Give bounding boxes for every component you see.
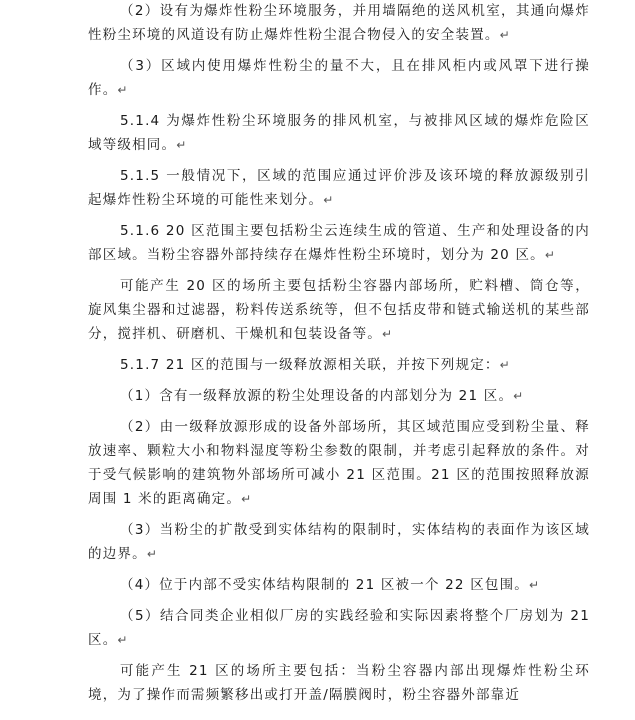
paragraph-rule-4 [0, 573, 635, 597]
paragraph-text: （2）设有为爆炸性粉尘环境服务，并用墙隔绝的送风机室，其通向爆炸性粉尘环境的风道设有防止爆炸性粉尘混合物侵入的安全装置。 [88, 3, 590, 43]
paragraph-text: 5.1.4 为爆炸性粉尘环境服务的排风机室，与被排风区域的爆炸危险区域等级相同。 [88, 113, 590, 153]
paragraph-text: （5）结合同类企业相似厂房的实践经验和实际因素将整个厂房划为 21 区。 [88, 608, 590, 648]
paragraph-mark-icon: ↵ [499, 28, 510, 42]
paragraph-mark-icon: ↵ [513, 389, 524, 403]
paragraph-mark-icon: ↵ [529, 578, 540, 592]
paragraph-3 [0, 54, 635, 102]
paragraph-text: （4）位于内部不受实体结构限制的 21 区被一个 22 区包围。 [120, 577, 530, 593]
paragraph-text: （3）区域内使用爆炸性粉尘的量不大，且在排风柜内或风罩下进行操作。 [88, 58, 590, 98]
paragraph-mark-icon: ↵ [241, 492, 252, 506]
paragraph-2 [0, 0, 635, 47]
paragraph-5-1-7 [0, 353, 635, 377]
paragraph-text: 5.1.5 一般情况下，区域的范围应通过评价涉及该环境的释放源级别引起爆炸性粉尘环境的可能性来划分。 [88, 168, 590, 208]
paragraph-text: （3）当粉尘的扩散受到实体结构的限制时，实体结构的表面作为该区域的边界。 [88, 522, 590, 562]
paragraph-text: 可能产生 20 区的场所主要包括粉尘容器内部场所，贮料槽、筒仓等，旋风集尘器和过滤器，粉料传送系统等，但不包括皮带和链式输送机的某些部分，搅拌机、研磨机、干燥机和包装设备等。 [88, 278, 590, 342]
paragraph-5-1-5 [0, 164, 635, 212]
paragraph-mark-icon: ↵ [176, 138, 187, 152]
paragraph-rule-3 [0, 518, 635, 566]
paragraph-mark-icon: ↵ [146, 547, 157, 561]
paragraph-5-1-4 [0, 109, 635, 157]
paragraph-mark-icon: ↵ [382, 327, 393, 341]
paragraph-rule-5 [0, 604, 635, 652]
paragraph-rule-1 [0, 384, 635, 408]
paragraph-mark-icon: ↵ [117, 633, 128, 647]
paragraph-zone21-places [0, 659, 635, 707]
paragraph-text: 5.1.7 21 区的范围与一级释放源相关联，并按下列规定： [120, 357, 500, 373]
paragraph-zone20-places [0, 274, 635, 346]
paragraph-text: （1）含有一级释放源的粉尘处理设备的内部划分为 21 区。 [120, 388, 514, 404]
paragraph-text: （2）由一级释放源形成的设备外部场所，其区域范围应受到粉尘量、释放速率、颗粒大小和物料湿度等粉尘参数的限制，并考虑引起释放的条件。对于受气候影响的建筑物外部场所可减小 21 区范围。21 区的范围按照释放源周围 1 米的距离确定。 [88, 419, 590, 507]
paragraph-text: 可能产生 21 区的场所主要包括：当粉尘容器内部出现爆炸性粉尘环境，为了操作而需频繁移出或打开盖/隔膜阀时，粉尘容器外部靠近 [88, 663, 590, 703]
paragraph-mark-icon: ↵ [544, 248, 555, 262]
paragraph-5-1-6 [0, 219, 635, 267]
paragraph-mark-icon: ↵ [117, 83, 128, 97]
paragraph-text: 5.1.6 20 区范围主要包括粉尘云连续生成的管道、生产和处理设备的内部区域。当粉尘容器外部持续存在爆炸性粉尘环境时，划分为 20 区。 [88, 223, 590, 263]
paragraph-rule-2 [0, 415, 635, 511]
paragraph-mark-icon: ↵ [499, 358, 510, 372]
paragraph-mark-icon: ↵ [323, 193, 334, 207]
